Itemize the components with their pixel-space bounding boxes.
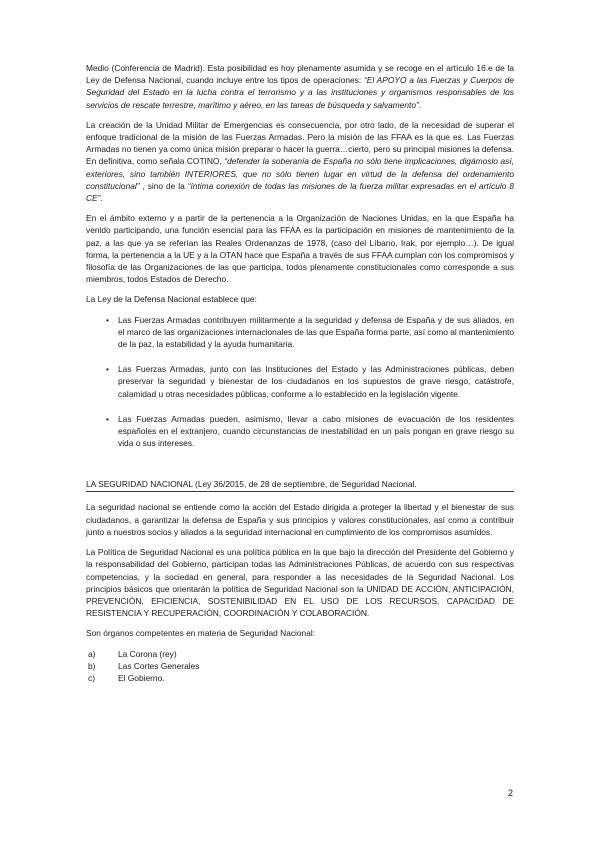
list-item — [86, 672, 514, 684]
paragraph-text: Medio (Conferencia de Madrid). Esta posibilidad es hoy plenamente asumida y se recoge en el artículo 16.e de la Ley de Defensa Nacional, cuando incluye entre los tipos de operaciones: — [86, 63, 514, 86]
paragraph-text-mid: , sino de la — [139, 180, 188, 191]
paragraph-seguridad-policy: La Política de Seguridad Nacional es una política pública en la que bajo la dirección del Presidente del Gobierno y la responsabilidad del Gobierno, participan todas las Administraciones Públicas, de acuerdo con sus respectivas competencias, y la sociedad en general, para responder a las necesidades de la Seguridad Nacional. Los principios básicos que orientarán la política de Seguridad Nacional son la UNIDAD DE ACCIÓN, ANTICIPACIÓN, PREVENCIÓN, EFICIENCIA, SOSTENIBILIDAD EN EL USO DE LOS RECURSOS, CAPACIDAD DE RESISTENCIA Y RECUPERACIÓN, COORDINACIÓN Y COLABORACIÓN. — [86, 547, 514, 619]
paragraph-seguridad-definition: La seguridad nacional se entiende como la acción del Estado dirigida a proteger la libertad y el bienestar de sus ciudadanos, a garantizar la defensa de España y sus principios y valores constitucionales, así como a contribuir junto a nuestros socios y aliados a la seguridad internacional en cumplimiento de los compromisos asumidos. — [86, 502, 514, 537]
law-quote: “El APOYO a las Fuerzas y Cuerpos de Seguridad del Estado en la lucha contra el terrorismo y a las instituciones y organismos responsables de los servicios de rescate terrestre, marítimo y aéreo, en las tareas de búsqueda y salvamento” — [86, 75, 514, 110]
paragraph-defense-law-intro: La Ley de la Defensa Nacional establece que: — [86, 294, 257, 305]
bullet-marker: • — [106, 413, 109, 424]
paragraph-umd-support — [86, 62, 514, 111]
page-number: 2 — [508, 788, 514, 798]
list-item-label: La Corona (rey) — [118, 648, 177, 659]
bullet-text: Las Fuerzas Armadas, junto con las Instituciones del Estado y las Administraciones públicas, deben preservar la seguridad y bienestar de los ciudadanos en los supuestos de grave riesgo, catástrofe, calamidad u otras necesidades públicas, conforme a lo establecido en la legislación vigente. — [118, 364, 514, 399]
paragraph-external-scope: En el ámbito externo y a partir de la pertenencia a la Organización de Naciones Unidas, en la que España ha venido participando, una función esencial para las FFAA es la participación en misiones de mantenimiento de la paz, a las que ya se referían las Reales Ordenanzas de 1978, (caso del Líbano, Irak, por ejemplo…). De igual forma, la pertenencia a la UE y a la OTAN hace que España a través de sus FFAA cumplan con los compromisos y filosofía de las Organizaciones de las que participa, todos plenamente constitucionales como corresponde a sus miembros, todos Estados de Derecho. — [86, 213, 514, 285]
paragraph-end: . — [100, 193, 103, 204]
bullet-text: Las Fuerzas Armadas pueden, asimismo, llevar a cabo misiones de evacuación de los residentes españoles en el extranjero, cuando circunstancias de inestabilidad en un país pongan en grave riesgo su vida o sus intereses. — [118, 413, 514, 449]
defense-law-bullet-list — [86, 314, 514, 450]
document-page — [86, 62, 514, 685]
bullet-item — [86, 314, 514, 351]
list-marker: a) — [88, 648, 96, 659]
list-marker: c) — [88, 673, 95, 684]
list-marker: b) — [88, 660, 96, 671]
paragraph-text: La creación de la Unidad Militar de Emergencias es consecuencia, por otro lado, de la necesidad de superar el enfoque tradicional de la misión de las Fuerzas Armadas. Pero la misión de las FFAA es la que es. Las Fuerzas Armadas no tienen ya como única misión preparar o hacer la guerra…cierto, pero su principal misiones la defensa. En definitiva, como señala COTINO, — [86, 119, 514, 167]
bullet-marker: • — [106, 364, 109, 375]
list-item-label: El Gobierno. — [118, 673, 165, 684]
bullet-marker: • — [106, 314, 109, 325]
competent-organs-list — [86, 648, 514, 685]
cotino-quote: “defender la soberanía de España no sólo tiene implicaciones, digámoslo así, exteriores, sino también INTERIORES, que no sólo tienen lugar en virtud de la defensa del ordenamiento constitucional” — [86, 156, 514, 191]
bullet-text: Las Fuerzas Armadas contribuyen militarmente a la seguridad y defensa de España y de sus aliados, en el marco de las organizaciones internacionales de las que España forma parte, así como al mantenimiento de la paz, la estabilidad y la ayuda humanitaria. — [118, 314, 514, 350]
list-item — [86, 648, 514, 660]
paragraph-ume-creation — [86, 119, 514, 204]
paragraph-end: . — [418, 99, 422, 110]
list-item-label: Las Cortes Generales — [118, 660, 200, 671]
bullet-item — [86, 363, 514, 400]
list-item — [86, 660, 514, 672]
constitution-quote: “íntima conexión de todas las misiones de la fuerza militar expresadas en el artículo 8 CE” — [86, 180, 514, 204]
section-title-seguridad-nacional: LA SEGURIDAD NACIONAL (Ley 36/2015, de 28 de septiembre, de Seguridad Nacional. — [86, 478, 514, 492]
bullet-item — [86, 413, 514, 450]
paragraph-organs-intro: Son órganos competentes en materia de Seguridad Nacional: — [86, 628, 316, 639]
